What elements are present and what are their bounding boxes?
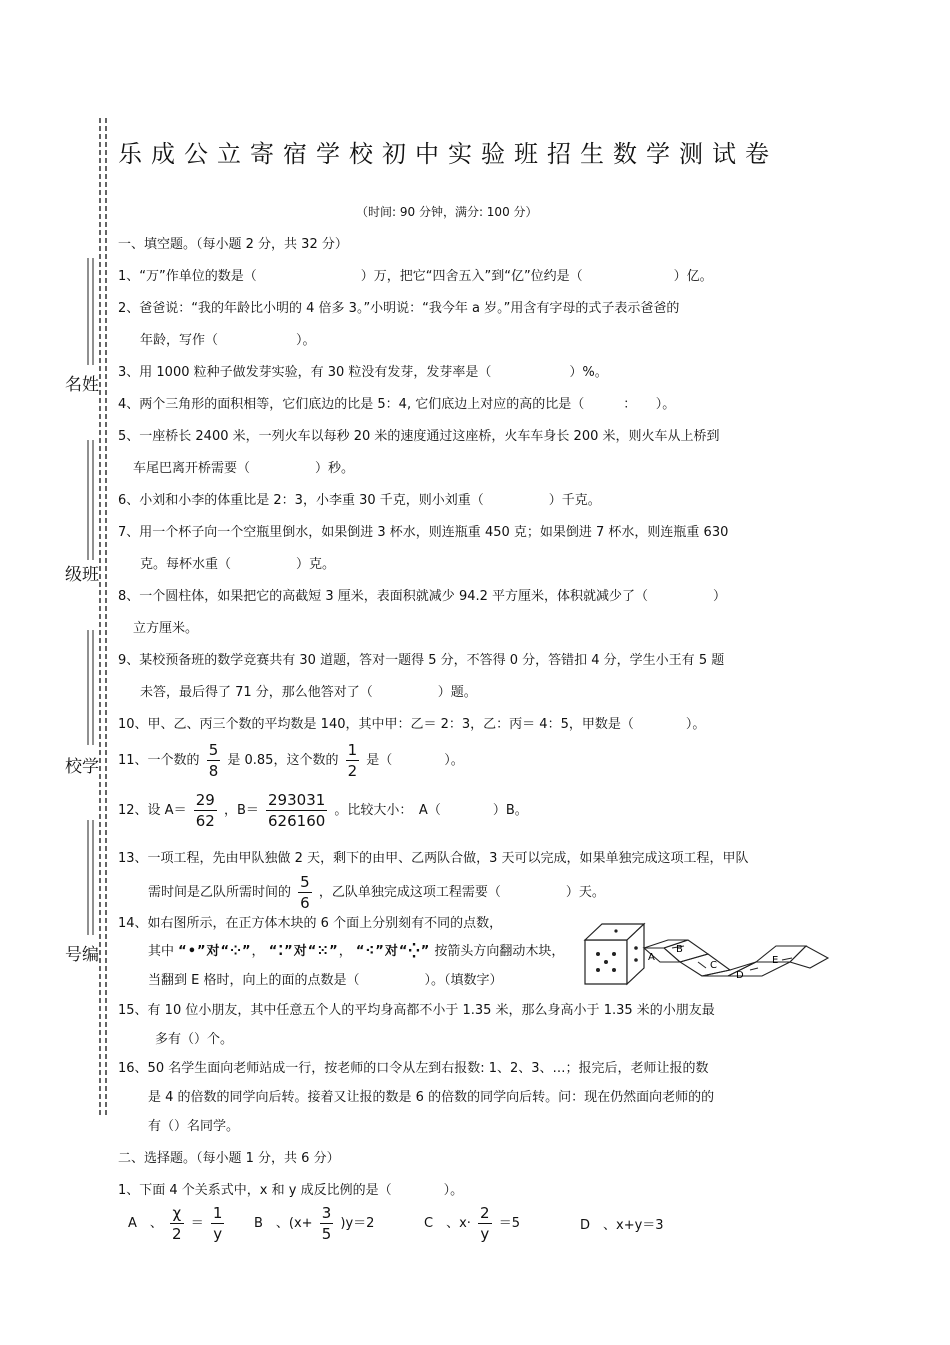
q14-dots-pair-2: “⁚”对“⁙” bbox=[268, 944, 339, 959]
question-9-line2: 未答，最后得了 71 分，那么他答对了（ ）题。 bbox=[140, 685, 477, 700]
q11-fraction-1: $\frac{5}{8}$ bbox=[208, 741, 219, 780]
question-9-line1: 9、某校预备班的数学竞赛共有 30 道题，答对一题得 5 分，不答得 0 分，答错扣 4 分，学生小王有 5 题 bbox=[118, 653, 725, 668]
question-13-line2 bbox=[148, 872, 605, 913]
q14-sep-1: ， bbox=[251, 944, 265, 959]
question-2-line1: 2、爸爸说：“我的年龄比小明的 4 倍多 3。”小明说：“我今年 a 岁。”用含有字母的式子表示爸爸的 bbox=[118, 301, 680, 316]
question-16-line2: 是 4 的倍数的同学向后转。接着又让报的数是 6 的倍数的同学向后转。问：现在仍然面向老师的的 bbox=[148, 1090, 715, 1105]
exam-info: （时间: 90 分钟，满分: 100 分） bbox=[356, 205, 538, 219]
option-b-label: B 、(x+ bbox=[254, 1216, 313, 1231]
q11-post: 是（ ）。 bbox=[366, 753, 464, 768]
q12-pre: 12、设 A＝ bbox=[118, 803, 187, 818]
question-14-line1: 14、如右图所示，在正方体木块的 6 个面上分别刻有不同的点数， bbox=[118, 916, 503, 931]
question-8-line2: 立方厘米。 bbox=[133, 621, 199, 636]
side-label-number: 号编 bbox=[65, 945, 99, 965]
question-13-line1: 13、一项工程，先由甲队独做 2 天，剩下的由甲、乙两队合做，3 天可以完成，如果单独完成这项工程，甲队 bbox=[118, 851, 749, 866]
q12-fraction-b: $\frac{293031}{626160}$ bbox=[268, 791, 326, 830]
q11-mid: 是 0.85，这个数的 bbox=[227, 753, 339, 768]
q13-post: ，乙队单独完成这项工程需要（ ）天。 bbox=[318, 885, 605, 900]
question-2-line2: 年龄，写作（ ）。 bbox=[140, 333, 316, 348]
q12-post: 。比较大小： A（ ）B。 bbox=[334, 803, 528, 818]
question-5-line2: 车尾巴离开桥需要（ ）秒。 bbox=[133, 461, 355, 476]
question-6: 6、小刘和小李的体重比是 2：3，小李重 30 千克，则小刘重（ ）千克。 bbox=[118, 493, 601, 508]
section1-heading: 一、填空题。（每小题 2 分，共 32 分） bbox=[118, 237, 348, 252]
cell-label-b: B bbox=[676, 944, 683, 955]
option-c-fraction: $\frac{2}{y}$ bbox=[480, 1204, 490, 1243]
question-16-line3: 有（）名同学。 bbox=[148, 1119, 240, 1134]
cell-label-e: E bbox=[772, 955, 779, 966]
option-b bbox=[254, 1203, 374, 1244]
question-10: 10、甲、乙、丙三个数的平均数是 140，其中甲：乙＝ 2：3，乙：丙＝ 4：5，甲数是（ ）。 bbox=[118, 717, 706, 732]
q14-sep-2: ， bbox=[338, 944, 352, 959]
option-a-equals: ＝ bbox=[190, 1216, 204, 1231]
option-d: D 、x+y＝3 bbox=[580, 1218, 664, 1233]
option-c bbox=[424, 1203, 520, 1244]
q13-pre: 需时间是乙队所需时间的 bbox=[148, 885, 292, 900]
side-label-class: 级班 bbox=[65, 565, 99, 585]
option-a-label: A 、 bbox=[128, 1216, 163, 1231]
cell-label-c: C bbox=[710, 960, 717, 971]
option-a-fraction-1: $\frac{\chi}{2}$ bbox=[172, 1204, 182, 1243]
question-12 bbox=[118, 790, 528, 831]
q12-mid: ，B＝ bbox=[223, 803, 259, 818]
question-16-line1: 16、50 名学生面向老师站成一行，按老师的口令从左到右报数: 1、2、3、…；报完后，老师让报的数 bbox=[118, 1061, 709, 1076]
q14-post: 按箭头方向翻动木块， bbox=[434, 944, 565, 959]
question-14-line3: 当翻到 E 格时，向上的面的点数是（ ）。（填数字） bbox=[148, 973, 503, 988]
question-5-line1: 5、一座桥长 2400 米，一列火车以每秒 20 米的速度通过这座桥，火车车身长 200 米，则火车从上桥到 bbox=[118, 429, 720, 444]
cell-label-d: D bbox=[736, 970, 744, 981]
cube-rolling-figure bbox=[580, 918, 840, 998]
q12-fraction-a: $\frac{29}{62}$ bbox=[195, 791, 215, 830]
page-title: 乐成公立寄宿学校初中实验班招生数学测试卷 bbox=[118, 140, 778, 168]
q14-dots-pair-1: “•”对“⁘” bbox=[178, 944, 252, 959]
question-3: 3、用 1000 粒种子做发芽实验，有 30 粒没有发芽，发芽率是（ ）%。 bbox=[118, 365, 608, 380]
q13-fraction: $\frac{5}{6}$ bbox=[300, 873, 310, 912]
question-7-line1: 7、用一个杯子向一个空瓶里倒水，如果倒进 3 杯水，则连瓶重 450 克；如果倒进 7 杯水，则连瓶重 630 bbox=[118, 525, 729, 540]
option-b-post: )y＝2 bbox=[340, 1216, 375, 1231]
option-c-post: ＝5 bbox=[498, 1216, 521, 1231]
choice-question-1: 1、下面 4 个关系式中，x 和 y 成反比例的是（ ）。 bbox=[118, 1183, 464, 1198]
question-11 bbox=[118, 740, 464, 781]
option-b-fraction: $\frac{3}{5}$ bbox=[321, 1204, 332, 1243]
option-c-label: C 、x· bbox=[424, 1216, 471, 1231]
question-15-line2: 多有（）个。 bbox=[155, 1032, 234, 1047]
question-14-line2 bbox=[148, 943, 564, 961]
section2-heading: 二、选择题。（每小题 1 分，共 6 分） bbox=[118, 1151, 340, 1166]
question-1: 1、“万”作单位的数是（ ）万，把它“四舍五入”到“亿”位约是（ ）亿。 bbox=[118, 269, 713, 284]
q11-pre: 11、一个数的 bbox=[118, 753, 200, 768]
option-a-fraction-2: $\frac{1}{y}$ bbox=[212, 1204, 223, 1243]
question-4: 4、两个三角形的面积相等，它们底边的比是 5：4, 它们底边上对应的高的比是（ ： ）。 bbox=[118, 397, 676, 412]
q11-fraction-2: $\frac{1}{2}$ bbox=[347, 741, 358, 780]
q14-pre: 其中 bbox=[148, 944, 175, 959]
question-7-line2: 克。每杯水重（ ）克。 bbox=[140, 557, 336, 572]
question-8-line1: 8、一个圆柱体，如果把它的高截短 3 厘米，表面积就减少 94.2 平方厘米，体积就减少了（ ） bbox=[118, 589, 727, 604]
cell-label-a: A bbox=[648, 952, 655, 963]
side-label-school: 校学 bbox=[65, 757, 99, 777]
question-15-line1: 15、有 10 位小朋友，其中任意五个人的平均身高都不小于 1.35 米，那么身高小于 1.35 米的小朋友最 bbox=[118, 1003, 715, 1018]
option-a bbox=[128, 1203, 227, 1244]
side-label-name: 名姓 bbox=[65, 375, 99, 395]
q14-dots-pair-3: “⁖”对“⁛” bbox=[355, 944, 431, 959]
